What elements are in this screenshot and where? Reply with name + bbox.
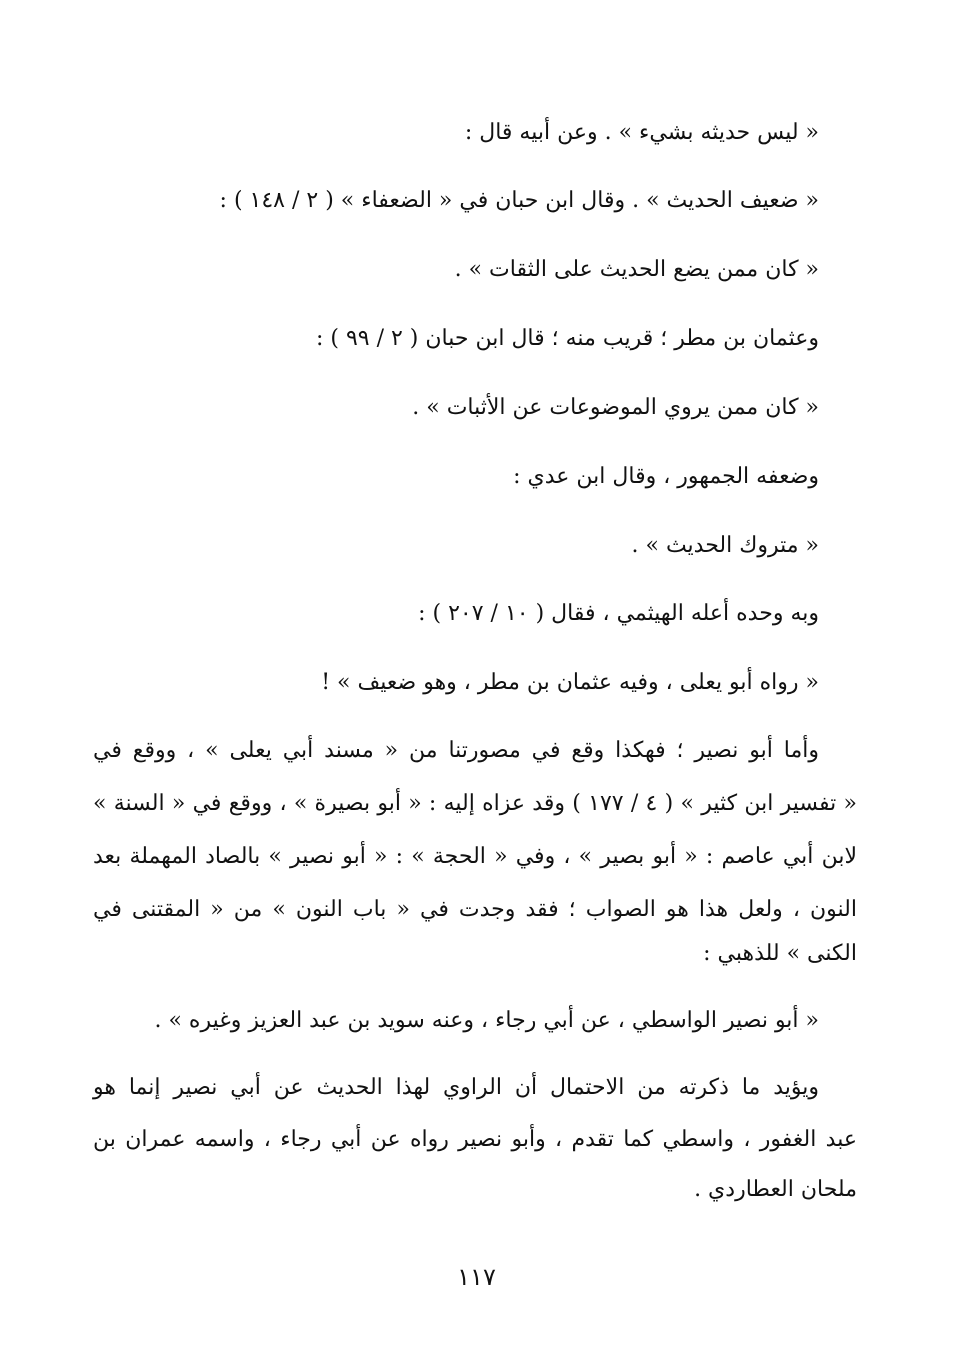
paragraph-2-line-2: عبد الغفور ، واسطي كما تقدم ، وأبو نصير رواه عن أبي رجاء ، واسمه عمران بن <box>93 1127 857 1152</box>
text-line-7: « متروك الحديث » . <box>631 533 819 558</box>
paragraph-1-line-4: النون ، ولعل هذا هو الصواب ؛ فقد وجدت في « باب النون » من « المقتنى في <box>93 897 857 922</box>
text-line-1: « ليس حديثه بشيء » . وعن أبيه قال : <box>464 120 819 145</box>
text-line-4: وعثمان بن مطر ؛ قريب منه ؛ قال ابن حبان ( ٢ / ٩٩ ) : <box>315 326 819 351</box>
text-line-2: « ضعيف الحديث » . وقال ابن حبان في « الضعفاء » ( ٢ / ١٤٨ ) : <box>219 188 819 213</box>
quotation-line: « أبو نصير الواسطي ، عن أبي رجاء ، وعنه سويد بن عبد العزيز وغيره » . <box>154 1008 819 1033</box>
page-number: ١١٧ <box>457 1263 496 1291</box>
paragraph-1-line-1: وأما أبو نصير ؛ فهكذا وقع في مصورتنا من « مسند أبي يعلى » ، ووقع في <box>93 738 819 763</box>
text-line-5: « كان ممن يروي الموضوعات عن الأثبات » . <box>412 395 819 420</box>
paragraph-2-line-3: ملحان العطاردي . <box>694 1177 857 1202</box>
paragraph-1-line-2: « تفسير ابن كثير » ( ٤ / ١٧٧ ) وقد عزاه إليه : « أبو بصيرة » ، ووقع في « السنة » <box>93 791 857 816</box>
text-line-9: « رواه أبو يعلى ، وفيه عثمان بن مطر ، وهو ضعيف » ! <box>321 670 819 695</box>
paragraph-1-line-3: لابن أبي عاصم : « أبو بصير » ، وفي « الحجة » : « أبو نصير » بالصاد المهملة بعد <box>93 844 857 869</box>
text-line-8: وبه وحده أعله الهيثمي ، فقال ( ١٠ / ٢٠٧ ) : <box>418 601 819 626</box>
text-line-3: « كان ممن يضع الحديث على الثقات » . <box>454 257 819 282</box>
paragraph-2-line-1: ويؤيد ما ذكرته من الاحتمال أن الراوي لهذا الحديث عن أبي نصير إنما هو <box>93 1075 819 1100</box>
text-line-6: وضعفه الجمهور ، وقال ابن عدي : <box>513 464 819 489</box>
paragraph-1-line-5: الكنى » للذهبي : <box>703 941 857 966</box>
